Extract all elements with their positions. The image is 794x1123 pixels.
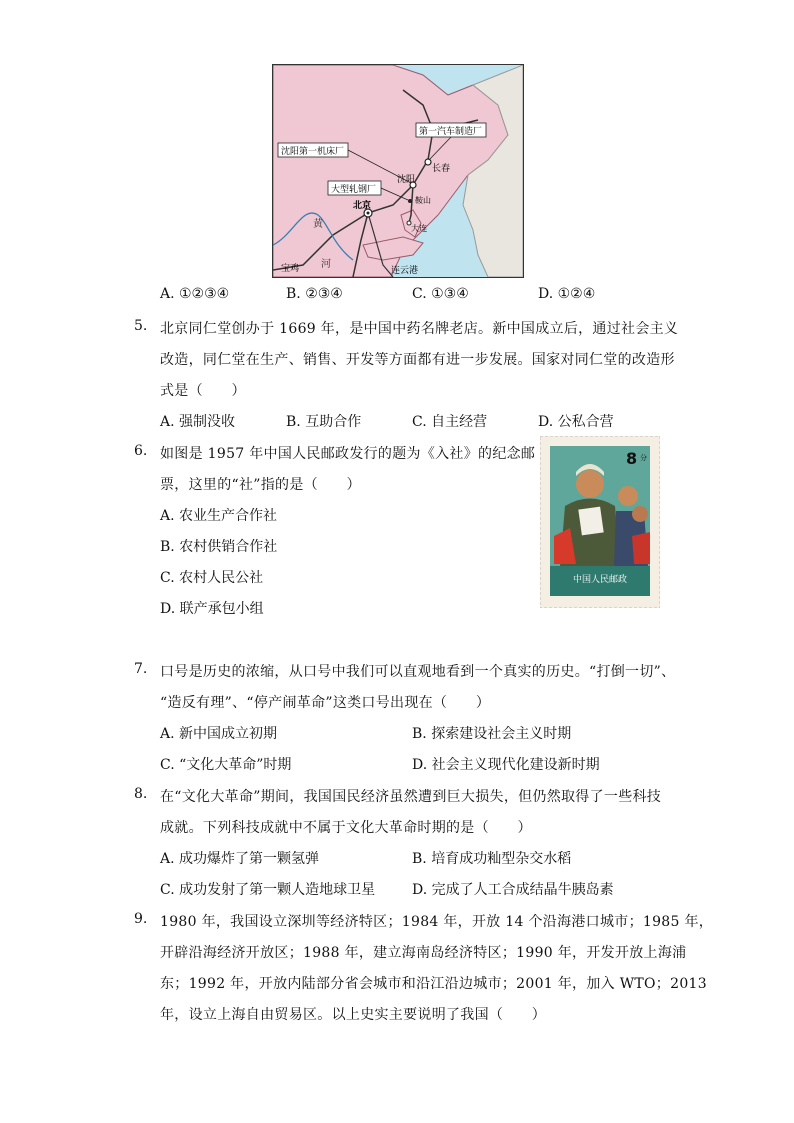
- q8-number: 8.: [134, 786, 148, 802]
- q8-option-c: C. 成功发射了第一颗人造地球卫星: [160, 882, 376, 898]
- label-shenyang: 沈阳: [397, 175, 416, 185]
- q9-line-1: 1980 年，我国设立深圳等经济特区；1984 年，开放 14 个沿海港口城市；1985 年，: [160, 914, 714, 930]
- q7-option-c: C. “文化大革命”时期: [160, 757, 292, 773]
- q9-line-4: 年，设立上海自由贸易区。以上史实主要说明了我国（ ）: [160, 1007, 547, 1023]
- q7-option-b: B. 探索建设社会主义时期: [412, 726, 572, 742]
- q7-line-1: 口号是历史的浓缩，从口号中我们可以直观地看到一个真实的历史。“打倒一切”、: [160, 664, 676, 680]
- q7-option-d: D. 社会主义现代化建设新时期: [412, 757, 600, 773]
- q5-option-b: B. 互助合作: [286, 414, 362, 430]
- label-lianyungang: 连云港: [391, 266, 419, 276]
- q6-option-a: A. 农业生产合作社: [160, 508, 278, 524]
- map-graphic: [273, 65, 523, 277]
- label-anshan: 鞍山: [415, 196, 431, 205]
- label-dalian: 大连: [411, 224, 427, 233]
- industry-map: [272, 64, 524, 278]
- q6-line-1: 如图是 1957 年中国人民邮政发行的题为《入社》的纪念邮: [160, 446, 536, 462]
- stamp-value: 8: [626, 449, 638, 468]
- q5-option-d: D. 公私合营: [538, 414, 614, 430]
- stamp-country: 中国人民邮政: [572, 575, 628, 585]
- label-baoji: 宝鸡: [281, 264, 300, 274]
- q9-line-3: 东；1992 年，开放内陆部分省会城市和沿江沿边城市；2001 年，加入 WTO；2013: [160, 976, 707, 992]
- q4-option-b: B. ②③④: [286, 286, 343, 302]
- label-shenyang-factory: 沈阳第一机床厂: [281, 147, 345, 157]
- q8-line-1: 在“文化大革命”期间，我国国民经济虽然遭到巨大损失，但仍然取得了一些科技: [160, 789, 662, 805]
- q5-line-3: 式是（ ）: [160, 383, 246, 399]
- rushe-stamp: [540, 436, 660, 608]
- q8-line-2: 成就。下列科技成就中不属于文化大革命时期的是（ ）: [160, 820, 532, 836]
- q4-option-d: D. ①②④: [538, 286, 596, 302]
- anshan-dot: [408, 199, 412, 203]
- q5-line-1: 北京同仁堂创办于 1669 年，是中国中药名牌老店。新中国成立后，通过社会主义: [160, 321, 679, 337]
- q7-number: 7.: [134, 661, 148, 677]
- q9-number: 9.: [134, 911, 148, 927]
- q6-option-d: D. 联产承包小组: [160, 601, 264, 617]
- q6-number: 6.: [134, 443, 148, 459]
- q5-option-a: A. 强制没收: [160, 414, 236, 430]
- q8-option-b: B. 培育成功籼型杂交水稻: [412, 851, 572, 867]
- q9-line-2: 开辟沿海经济开放区；1988 年，建立海南岛经济特区；1990 年，开发开放上海浦: [160, 945, 687, 961]
- q4-option-a: A. ①②③④: [160, 286, 230, 302]
- q6-option-b: B. 农村供销合作社: [160, 539, 278, 555]
- q6-option-c: C. 农村人民公社: [160, 570, 264, 586]
- q4-option-c: C. ①③④: [412, 286, 469, 302]
- stamp-unit: 分: [640, 454, 647, 462]
- label-anshan-factory: 大型轧钢厂: [331, 185, 377, 195]
- q8-option-a: A. 成功爆炸了第一颗氢弹: [160, 851, 320, 867]
- q8-option-d: D. 完成了人工合成结晶牛胰岛素: [412, 882, 614, 898]
- q5-option-c: C. 自主经营: [412, 414, 488, 430]
- stamp-graphic: [540, 436, 660, 608]
- label-changchun-factory: 第一汽车制造厂: [419, 127, 483, 137]
- q5-line-2: 改造，同仁堂在生产、销售、开发等方面都有进一步发展。国家对同仁堂的改造形: [160, 352, 675, 368]
- label-beijing: 北京: [353, 201, 372, 211]
- label-changchun: 长春: [432, 164, 451, 174]
- q5-number: 5.: [134, 318, 148, 334]
- q7-line-2: “造反有理”、“停产闹革命”这类口号出现在（ ）: [160, 695, 491, 711]
- q6-line-2: 票，这里的“社”指的是（ ）: [160, 477, 361, 493]
- label-he: 河: [321, 259, 331, 270]
- label-huang: 黄: [313, 219, 323, 230]
- changchun-dot: [425, 159, 431, 165]
- q7-option-a: A. 新中国成立初期: [160, 726, 278, 742]
